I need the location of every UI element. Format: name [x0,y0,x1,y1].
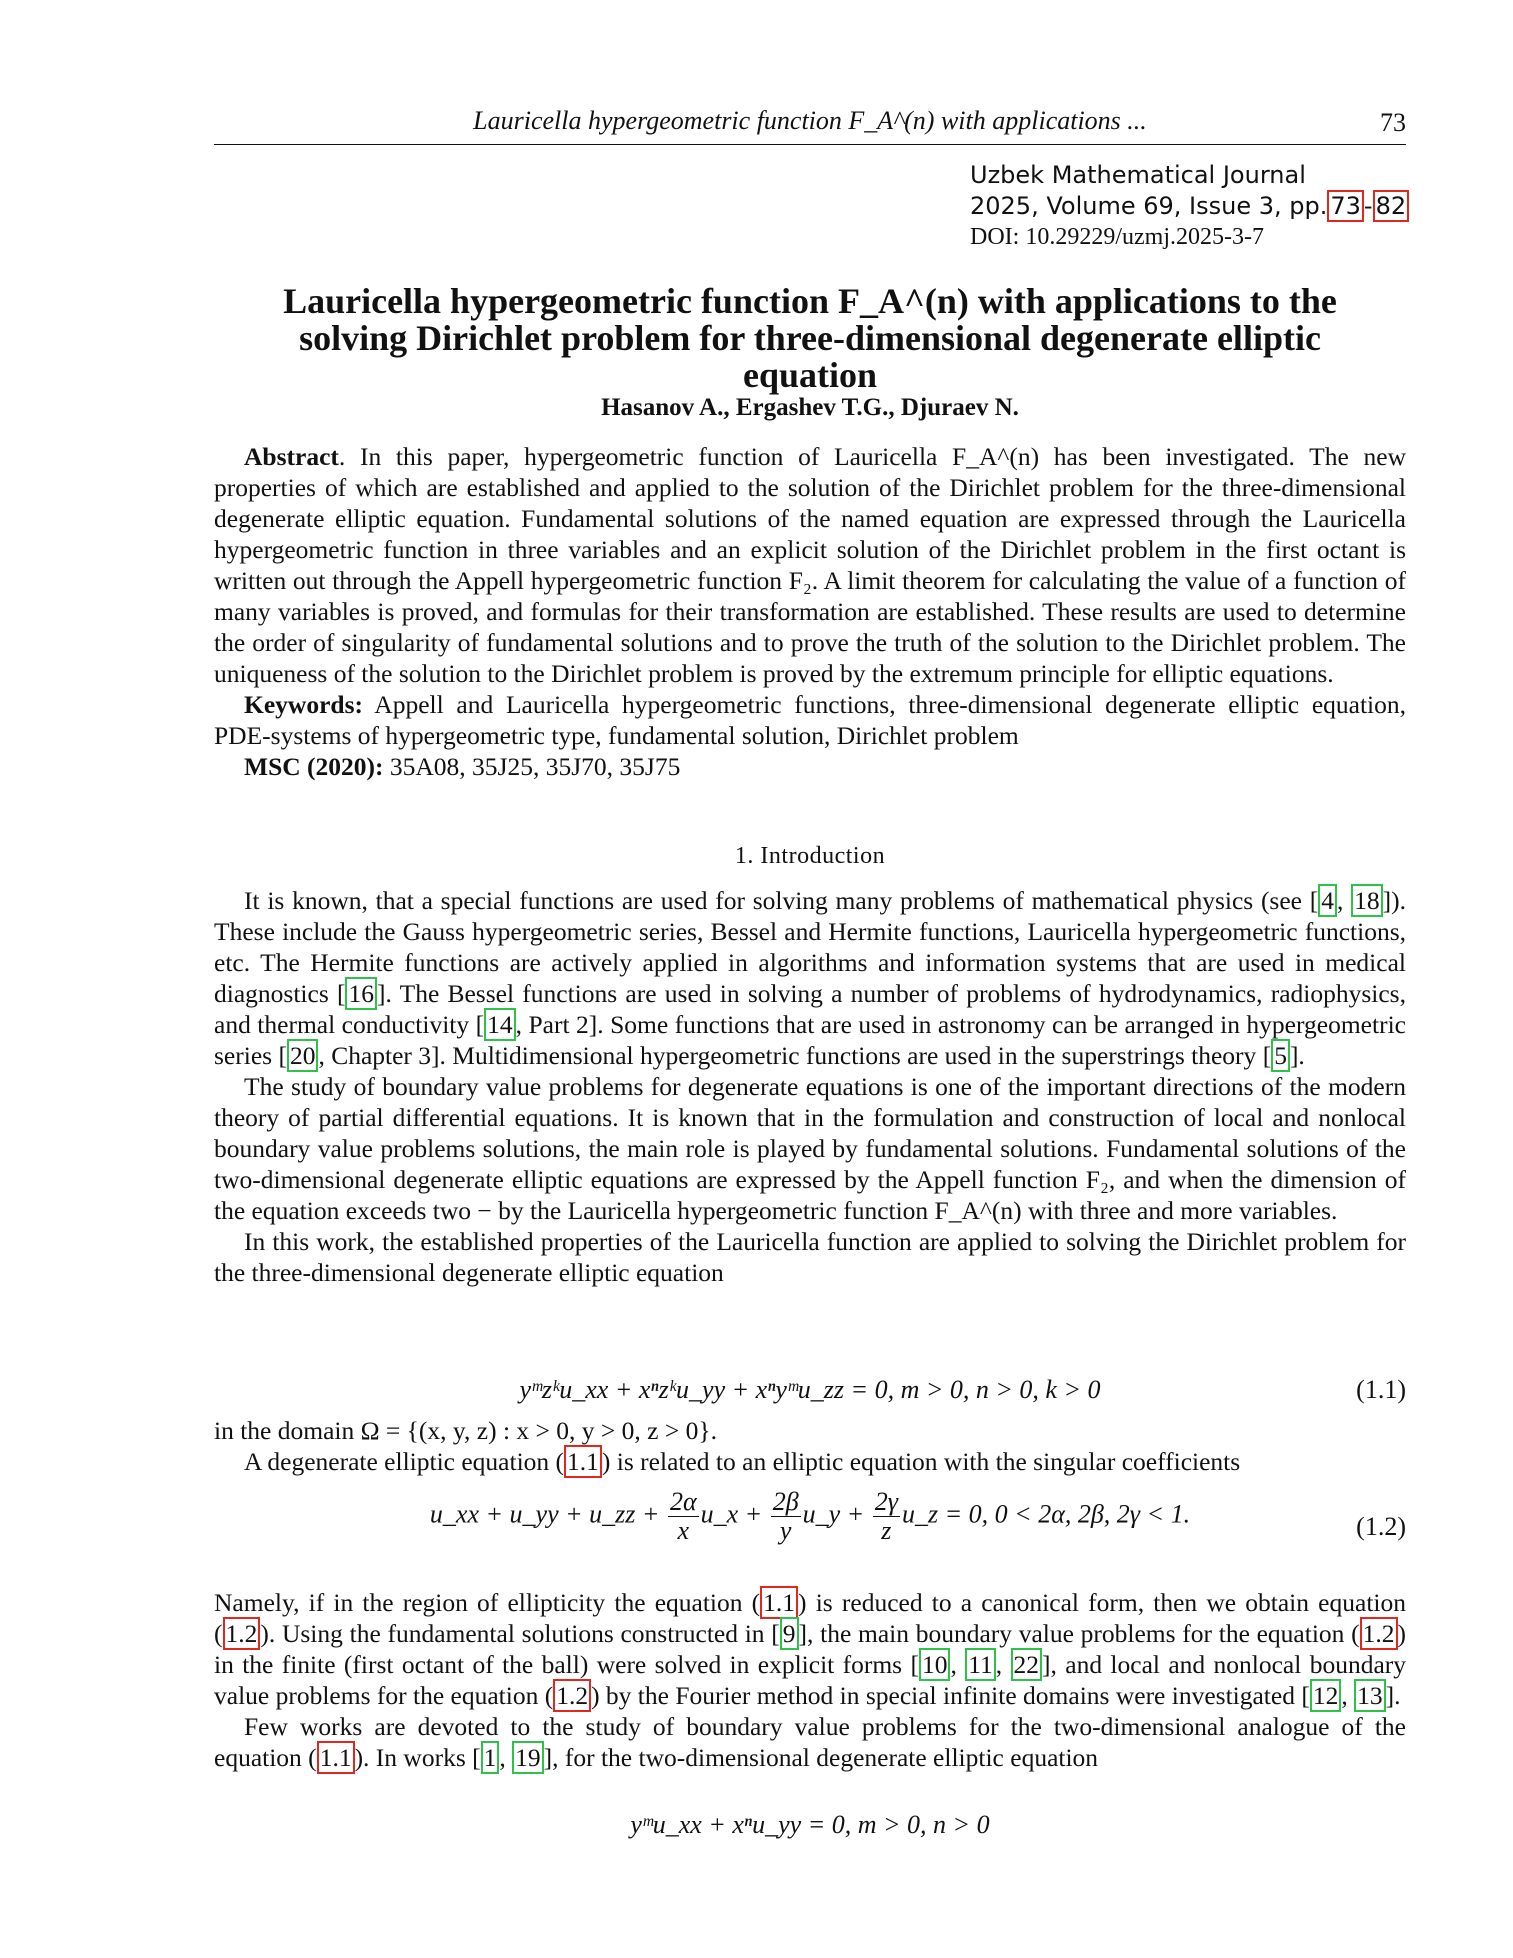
paragraph-6: Few works are devoted to the study of boundary value problems for the two-dimensional analogue of the equation ( 1.1 ). In works [ 1 , 19 ], for the two-dimensional degenerate elliptic equation [214,1712,1406,1772]
equation-1-2: u_xx + u_yy + u_zz + $\frac{2\alpha}{x}$ u_x + $\frac{2\beta}{y}$ u_y + $\frac{2\gamma}{z}$ u_z = 0, 0 < 2α, 2β, 2γ < 1. [429,1487,1191,1545]
ref-link[interactable]: 13 [1354,1679,1386,1712]
msc-text: 35A08, 35J25, 35J70, 35J75 [383,752,681,781]
ref-link-20[interactable]: 20 [287,1039,319,1072]
authors: Hasanov A., Ergashev T.G., Djuraev N. [601,394,1019,421]
header-rule [214,144,1406,145]
title-line-2: solving Dirichlet problem for three-dimensional degenerate elliptic [299,318,1321,358]
ref-link[interactable]: 22 [1011,1648,1043,1681]
ref-link-14[interactable]: 14 [484,1008,516,1041]
title-line-3: equation [742,355,878,395]
intro-paragraph-2: The study of boundary value problems for degenerate equations is one of the important directions of the modern theory of partial differential equations. It is known that in the formulation and construction of local and nonlocal boundary value problems solutions, the main role is played by fundamental solutions. Fundamental solutions of the two-dimensional degenerate elliptic equations are expressed by the Appell function F₂, and when the dimension of the equation exceeds two − by the Lauricella hypergeometric function F_A^(n) with three and more variables. [214,1072,1406,1225]
issue-prefix: 2025, Volume 69, Issue 3, pp. [970,192,1328,220]
ref-link[interactable]: 12 [1310,1679,1342,1712]
fraction-alpha: $\frac{2\alpha}{x}$ [669,1487,697,1545]
page-dash: - [1363,192,1373,220]
fraction-beta: $\frac{2\beta}{y}$ [772,1487,799,1545]
paper-title [214,283,1406,394]
ref-link-18[interactable]: 18 [1351,884,1383,917]
page-end-link[interactable]: 82 [1373,190,1410,222]
running-title: Lauricella hypergeometric function F_A^(n) with applications ... [473,106,1147,135]
section-heading: 1. Introduction [734,843,886,869]
eq-ref[interactable]: 1.2 [223,1617,261,1650]
journal-doi: DOI: 10.29229/uzmj.2025-3-7 [970,224,1264,250]
ref-link-4[interactable]: 4 [1318,884,1337,917]
msc-label: MSC (2020): [244,752,384,781]
ref-link-16[interactable]: 16 [345,977,377,1010]
page-number: 73 [1380,108,1406,137]
ref-link[interactable]: 1 [481,1741,500,1774]
intro-paragraph-1: It is known, that a special functions are used for solving many problems of mathematical physics (see [ 4 , 18 ]). These include the Gauss hypergeometric series, Bessel and Hermite functions, Lauricella hypergeometric functions, etc. The Hermite functions are actively applied in algorithms and information systems that are used in medical diagnostics [ 16 ]. The Bessel functions are used in solving a number of problems of hydrodynamics, radiophysics, and thermal conductivity [ 14 , Part 2]. Some functions that are used in astronomy can be arranged in hypergeometric series [ 20 , Chapter 3]. Multidimensional hypergeometric functions are used in the superstrings theory [ 5 ]. [214,886,1406,1070]
paragraph-5: Namely, if in the region of ellipticity the equation ( 1.1 ) is reduced to a canonical form, then we obtain equation ( 1.2 ). Using the fundamental solutions constructed in [ 9 ], the main boundary value problems for the equation ( 1.2 ) in the finite (first octant of the ball) were solved in explicit forms [ 10 , 11 , 22 ], and local and nonlocal boundary value problems for the equation ( 1.2 ) by the Fourier method in special infinite domains were investigated [ 12 , 13 ]. [214,1588,1407,1710]
title-line-1: Lauricella hypergeometric function F_A^(n) with applications to the [283,281,1337,321]
ref-link[interactable]: 10 [919,1648,951,1681]
keywords-label: Keywords: [244,690,363,719]
abstract-text: . In this paper, hypergeometric function of Lauricella F_A^(n) has been investigated. The new properties of which are established and applied to the solution of the Dirichlet problem for the three-dimensional degenerate elliptic equation. Fundamental solutions of the named equation are expressed through the Lauricella hypergeometric function in three variables and an explicit solution of the Dirichlet problem in the first octant is written out through the Appell hypergeometric function F₂. A limit theorem for calculating the value of a function of many variables is proved, and formulas for their transformation are established. These results are used to determine the order of singularity of fundamental solutions and to prove the truth of the solution to the Dirichlet problem. The uniqueness of the solution to the Dirichlet problem is proved by the extremum principle for elliptic equations. [214,442,1406,688]
equation-1-1: yᵐzᵏu_xx + xⁿzᵏu_yy + xⁿyᵐu_zz = 0, m > 0, n > 0, k > 0 [519,1375,1101,1404]
abstract-block [214,441,1406,782]
eq-ref[interactable]: 1.2 [1360,1617,1398,1650]
domain-block [214,1415,1406,1477]
keywords-text: Appell and Lauricella hypergeometric functions, three-dimensional degenerate elliptic equation, PDE-systems of hypergeometric type, fundamental solution, Dirichlet problem [214,690,1406,750]
ref-link[interactable]: 11 [965,1648,996,1681]
eq-ref-1-1[interactable]: 1.1 [564,1445,602,1478]
body-block [214,1587,1406,1773]
domain-line: in the domain Ω = {(x, y, z) : x > 0, y > 0, z > 0}. [214,1416,717,1445]
journal-issue [970,191,1409,222]
intro-block [214,885,1406,1288]
fraction-gamma: $\frac{2\gamma}{z}$ [874,1487,898,1545]
equation-two-dim: yᵐu_xx + xⁿu_yy = 0, m > 0, n > 0 [630,1810,990,1839]
journal-name: Uzbek Mathematical Journal [970,161,1306,189]
ref-link-5[interactable]: 5 [1271,1039,1290,1072]
ref-link[interactable]: 19 [512,1741,544,1774]
eq-ref[interactable]: 1.1 [760,1586,798,1619]
abstract-label: Abstract [244,442,339,471]
page-start-link[interactable]: 73 [1327,190,1364,222]
ref-link[interactable]: 9 [780,1617,799,1650]
journal-info [970,160,1409,253]
paragraph-4: A degenerate elliptic equation ( 1.1 ) is related to an elliptic equation with the singular coefficients [244,1447,1241,1476]
intro-paragraph-3: In this work, the established properties of the Lauricella function are applied to solving the Dirichlet problem for the three-dimensional degenerate elliptic equation [214,1227,1406,1287]
equation-1-1-number: (1.1) [1356,1375,1406,1404]
equation-1-2-number: (1.2) [1356,1512,1406,1541]
eq-ref[interactable]: 1.2 [553,1679,591,1712]
eq-ref[interactable]: 1.1 [317,1741,355,1774]
